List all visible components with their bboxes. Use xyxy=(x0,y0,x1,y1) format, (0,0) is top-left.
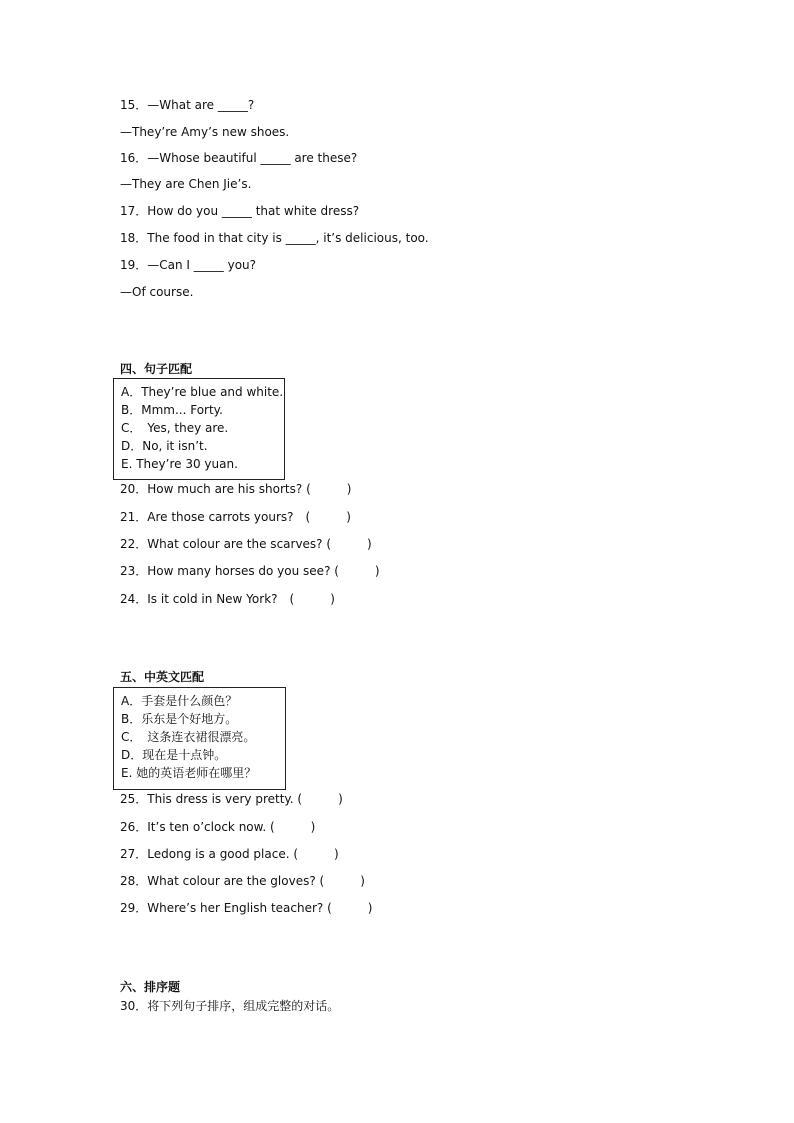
question-20: 20．How much are his shorts? ( ) xyxy=(120,482,352,496)
option-a: A．手套是什么颜色？ xyxy=(121,694,238,708)
question-16: 16．—Whose beautiful _____ are these? xyxy=(120,151,358,165)
section-title-cn-en-matching: 五、中英文匹配 xyxy=(120,670,205,684)
option-d: D．现在是十点钟。 xyxy=(121,748,227,762)
option-c: C． 这条连衣裙很漂亮。 xyxy=(121,730,256,744)
question-21: 21．Are those carrots yours? ( ) xyxy=(120,510,351,524)
option-b: B．Mmm... Forty. xyxy=(121,403,223,417)
question-24: 24．Is it cold in New York? ( ) xyxy=(120,592,335,606)
answer-19: —Of course. xyxy=(120,285,194,299)
option-a: A．They’re blue and white. xyxy=(121,385,284,399)
question-18: 18．The food in that city is _____, it’s delicious, too. xyxy=(120,231,429,245)
option-b: B．乐东是个好地方。 xyxy=(121,712,238,726)
option-e: E. 她的英语老师在哪里？ xyxy=(121,766,257,780)
question-28: 28．What colour are the gloves? ( ) xyxy=(120,874,365,888)
section-title-ordering: 六、排序题 xyxy=(120,980,181,994)
question-27: 27．Ledong is a good place. ( ) xyxy=(120,847,339,861)
question-19: 19．—Can I _____ you? xyxy=(120,258,257,272)
sentence-options-box xyxy=(113,378,285,480)
question-17: 17．How do you _____ that white dress? xyxy=(120,204,360,218)
answer-15: —They’re Amy’s new shoes. xyxy=(120,125,290,139)
question-26: 26．It’s ten o’clock now. ( ) xyxy=(120,820,316,834)
question-15: 15．—What are _____? xyxy=(120,98,255,112)
option-e: E. They’re 30 yuan. xyxy=(121,457,238,471)
question-29: 29．Where’s her English teacher? ( ) xyxy=(120,901,373,915)
option-c: C． Yes, they are. xyxy=(121,421,229,435)
section-title-sentence-matching: 四、句子匹配 xyxy=(120,362,193,376)
question-22: 22．What colour are the scarves? ( ) xyxy=(120,537,372,551)
question-25: 25．This dress is very pretty. ( ) xyxy=(120,792,343,806)
option-d: D．No, it isn’t. xyxy=(121,439,208,453)
question-23: 23．How many horses do you see? ( ) xyxy=(120,564,380,578)
answer-16: —They are Chen Jie’s. xyxy=(120,177,252,191)
chinese-options-box xyxy=(113,687,286,790)
question-30: 30．将下列句子排序，组成完整的对话。 xyxy=(120,999,340,1013)
